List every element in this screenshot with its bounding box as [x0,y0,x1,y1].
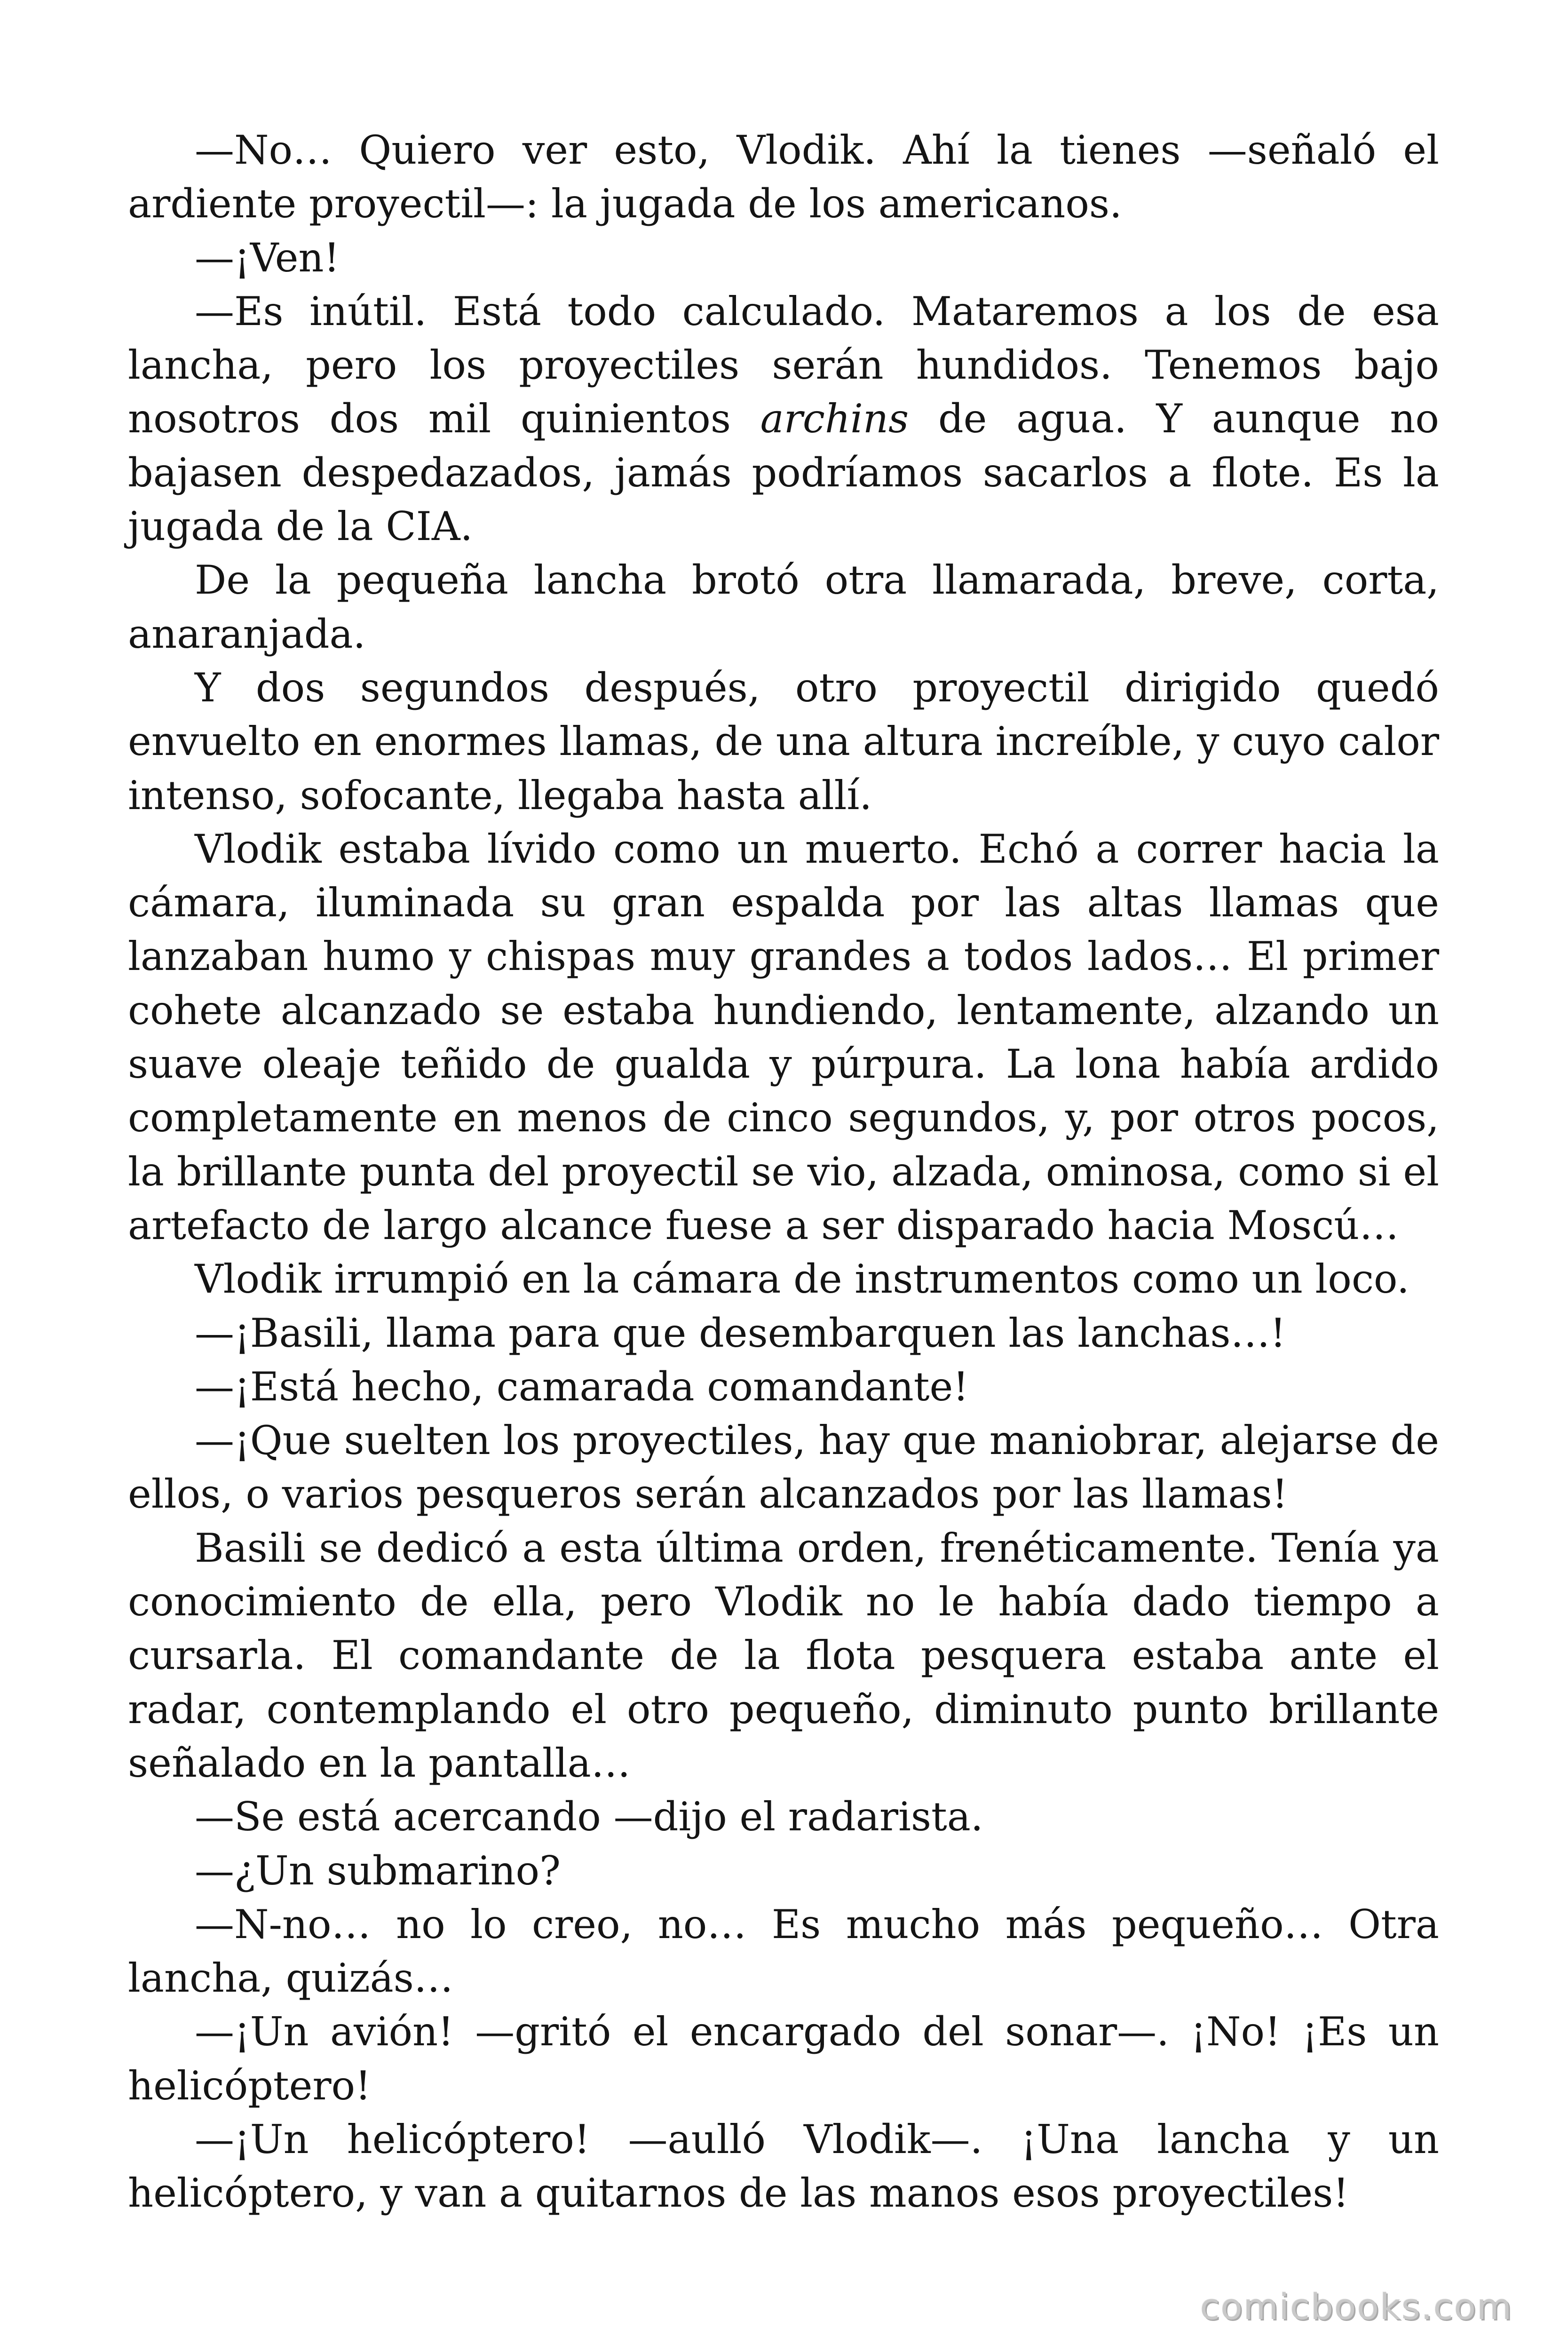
paragraph-7: Vlodik irrumpió en la cámara de instrumentos como un loco. [195,1256,1410,1303]
paragraph-1: —No… Quiero ver esto, Vlodik. Ahí la tienes —señaló el ardiente proyectil—: la jugada de los americanos. [128,127,1439,227]
paragraph-5: Y dos segundos después, otro proyectil dirigido quedó envuelto en enormes llamas, de una altura increíble, y cuyo calor intenso, sofocante, llegaba hasta allí. [128,664,1439,818]
italic-term: archins [760,396,909,442]
paragraph-4: De la pequeña lancha brotó otra llamarada, breve, corta, anaranjada. [128,557,1439,657]
paragraph-15: —¡Un avión! —gritó el encargado del sonar—. ¡No! ¡Es un helicóptero! [128,2009,1439,2109]
paragraph-14: —N-no… no lo creo, no… Es mucho más pequeño… Otra lancha, quizás… [128,1901,1439,2002]
paragraph-10: —¡Que suelten los proyectiles, hay que maniobrar, alejarse de ellos, o varios pesqueros serán alcanzados por las llamas! [128,1417,1439,1518]
paragraph-8: —¡Basili, llama para que desembarquen las lanchas…! [195,1310,1286,1356]
paragraph-2: —¡Ven! [195,234,340,281]
watermark: comicbooks.com [1200,2286,1513,2328]
paragraph-3 [128,285,1439,553]
paragraph-12: —Se está acercando —dijo el radarista. [195,1794,983,1840]
paragraph-13: —¿Un submarino? [195,1847,561,1894]
paragraph-3-start: —Es inútil. Está todo calculado. Mataremos a los de esa lancha, pero los proyectiles serán hundidos. Tenemos bajo nosotros dos mil quinientos [128,288,1439,442]
page-body [128,123,1439,2220]
paragraph-9: —¡Está hecho, camarada comandante! [195,1363,969,1410]
paragraph-6: Vlodik estaba lívido como un muerto. Echó a correr hacia la cámara, iluminada su gran espalda por las altas llamas que lanzaban humo y chispas muy grandes a todos lados… El primer cohete alcanzado se estaba hundiendo, lentamente, alzando un suave oleaje teñido de gualda y púrpura. La lona había ardido completamente en menos de cinco segundos, y, por otros pocos, la brillante punta del proyectil se vio, alzada, ominosa, como si el artefacto de largo alcance fuese a ser disparado hacia Moscú… [128,826,1439,1248]
paragraph-11: Basili se dedicó a esta última orden, frenéticamente. Tenía ya conocimiento de ella, pero Vlodik no le había dado tiempo a cursarla. El comandante de la flota pesquera estaba ante el radar, contemplando el otro pequeño, diminuto punto brillante señalado en la pantalla… [128,1525,1439,1786]
paragraph-3-end: de agua. Y aunque no bajasen despedazados, jamás podríamos sacarlos a flote. Es la jugada de la CIA. [128,396,1439,550]
paragraph-16: —¡Un helicóptero! —aulló Vlodik—. ¡Una lancha y un helicóptero, y van a quitarnos de las manos esos proyectiles! [128,2116,1439,2217]
